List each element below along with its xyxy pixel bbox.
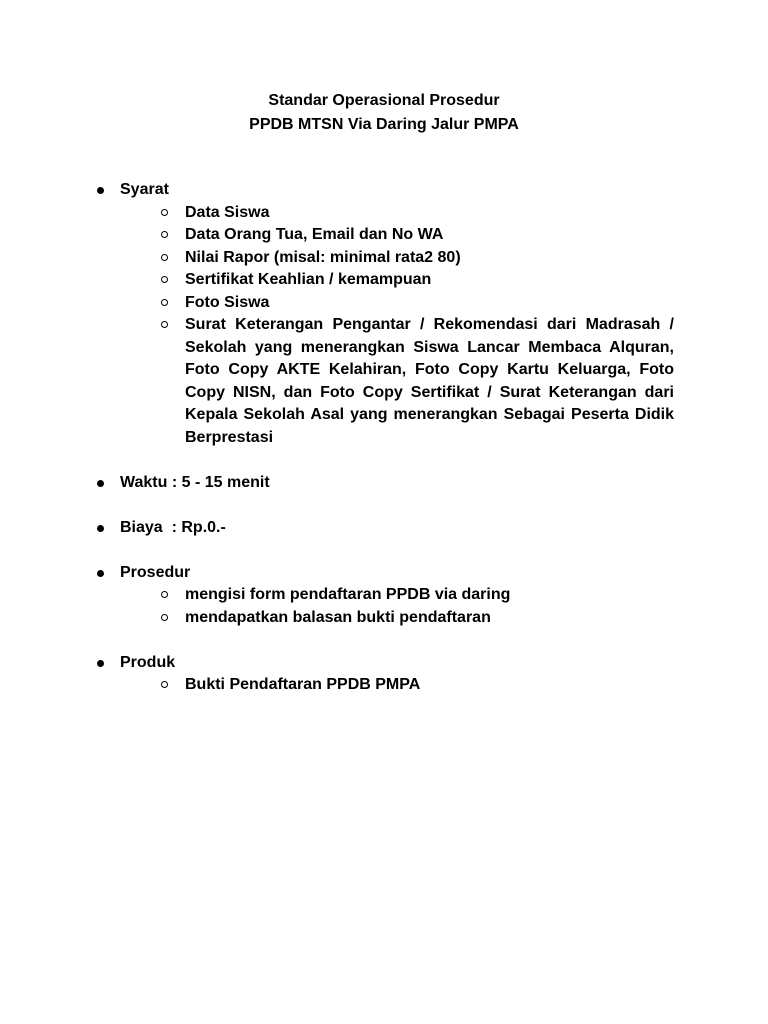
circle-bullet-icon [161, 591, 168, 598]
bullet-dot-icon [97, 187, 104, 194]
sub-item-text: Nilai Rapor (misal: minimal rata2 80) [185, 248, 461, 266]
sub-item-text: mengisi form pendaftaran PPDB via daring [185, 586, 511, 603]
bullet-dot-icon [97, 660, 104, 667]
circle-bullet-icon [161, 614, 168, 621]
circle-bullet-icon [161, 254, 168, 261]
sop-sections [0, 179, 768, 719]
section-biaya [0, 517, 768, 540]
sub-item-mengisi-form [185, 584, 674, 607]
document-title [0, 89, 768, 137]
bullet-dot-icon [97, 525, 104, 532]
sub-item-nilai-rapor [185, 247, 674, 270]
sub-item-text: mendapatkan balasan bukti pendaftaran [185, 608, 491, 626]
title-line-1: Standar Operasional Prosedur [268, 92, 500, 109]
circle-bullet-icon [161, 299, 168, 306]
circle-bullet-icon [161, 276, 168, 283]
bullet-dot-icon [97, 480, 104, 487]
sub-item-text: Foto Siswa [185, 293, 270, 311]
sub-item-foto-siswa [185, 292, 674, 315]
bullet-item-prosedur [0, 562, 768, 585]
sub-item-data-orang-tua [185, 224, 674, 247]
circle-bullet-icon [161, 231, 168, 238]
sub-item-data-siswa [185, 202, 674, 225]
bullet-item-waktu [0, 472, 768, 495]
produk-list [0, 674, 768, 697]
section-produk [0, 652, 768, 697]
section-label: Biaya : Rp.0.- [120, 518, 226, 536]
sub-item-bukti-pendaftaran [185, 674, 674, 697]
sub-item-text: Surat Keterangan Pengantar / Rekomendasi dari Madrasah / Sekolah yang menerangkan Siswa Lancar Membaca Alquran, Foto Copy AKTE Kelahiran, Foto Copy Kartu Keluarga, Foto Copy NISN, dan Foto Copy Sertifikat / Surat Keterangan dari Kepala Sekolah Asal yang menerangkan Sebagai Peserta Didik Berprestasi [185, 316, 674, 446]
bullet-item-produk [0, 652, 768, 675]
bullet-item-syarat [0, 179, 768, 202]
syarat-list [0, 202, 768, 450]
section-label: Produk [120, 653, 176, 671]
section-waktu [0, 472, 768, 495]
bullet-item-biaya [0, 517, 768, 540]
sub-item-text: Sertifikat Keahlian / kemampuan [185, 271, 432, 288]
circle-bullet-icon [161, 209, 168, 216]
sub-item-text: Data Siswa [185, 203, 270, 221]
prosedur-list [0, 584, 768, 629]
section-label: Syarat [120, 181, 169, 198]
sub-item-mendapatkan-balasan [185, 607, 674, 630]
circle-bullet-icon [161, 321, 168, 328]
sub-item-surat-keterangan [185, 314, 674, 449]
sub-item-sertifikat [185, 269, 674, 292]
sub-item-text: Bukti Pendaftaran PPDB PMPA [185, 676, 421, 693]
title-line-2: PPDB MTSN Via Daring Jalur PMPA [249, 116, 519, 133]
section-label: Prosedur [120, 563, 191, 581]
bullet-dot-icon [97, 570, 104, 577]
section-label: Waktu : 5 - 15 menit [120, 473, 270, 491]
sub-item-text: Data Orang Tua, Email dan No WA [185, 226, 444, 243]
section-prosedur [0, 562, 768, 630]
section-syarat [0, 179, 768, 449]
circle-bullet-icon [161, 681, 168, 688]
